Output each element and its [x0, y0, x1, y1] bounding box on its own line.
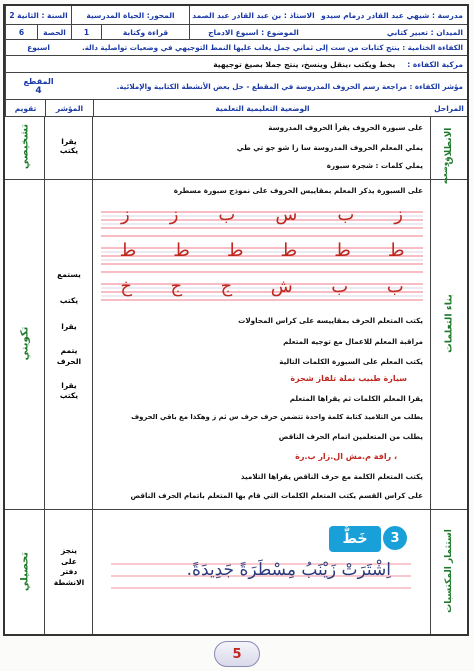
page-number: 5	[214, 641, 260, 667]
letter: ط	[173, 240, 190, 261]
launch-indicator	[45, 137, 93, 155]
competence-component-text: يخط ويكتب ،ينقل وينسخ، ينتج جملا بصيغ توجيهية	[213, 59, 396, 69]
letter: خ	[120, 276, 132, 297]
header-empty-cell	[5, 56, 71, 72]
school-name: مدرسة : شيهي عبد القادر درمام سيدو	[321, 10, 463, 20]
letter: ب	[386, 276, 404, 297]
axis-label: المحور: الحياة المدرسية	[71, 6, 189, 24]
unit-label: المقطع	[23, 76, 54, 86]
build-line-6: يطلب من المتعلمين اتمام الحرف الناقص	[278, 432, 423, 441]
header-row-1	[5, 6, 467, 25]
unit-cell	[5, 73, 71, 99]
build-indicator-3: يقرا	[61, 322, 77, 332]
build-line-3: يكتب المعلم على السبورة الكلمات التالية	[279, 357, 423, 366]
competence-indicator: مؤشر الكفاءة : مراجعة رسم الحروف المدروسة في المقطع - حل بعض الأنشطة الكتابية والإملائية.	[116, 81, 463, 91]
competence-component-label: مركبة الكفاءة :	[407, 59, 463, 69]
header-row-5	[5, 73, 467, 100]
field-label: الميدان : تعبير كتابي	[386, 27, 463, 37]
letter: ش	[270, 276, 293, 297]
letter: ج	[220, 276, 233, 297]
letters-row-1	[101, 204, 423, 225]
build-red-incomplete: ، رافة م.مش ال.زار ب.رة	[295, 452, 397, 461]
build-top-line: على السبورة يذكر المعلم بمقاييس الحروف على نموذج سبورة مسطرة	[173, 186, 423, 195]
col-situations: الوضعية التعليمية التعلمية	[93, 100, 431, 116]
letter: ز	[394, 204, 403, 225]
exercise-word: خَطٌّ	[329, 526, 381, 552]
letter: ط	[280, 240, 298, 261]
invest-section	[5, 510, 467, 636]
launch-stage-2: وضعيه	[441, 161, 449, 185]
letters-row-2	[101, 240, 423, 261]
build-indicator-1: يستمع	[57, 270, 81, 279]
letter: س	[275, 204, 298, 225]
launch-evaluation: تشخيصي	[19, 123, 31, 170]
lesson-sheet	[3, 4, 469, 636]
table-header-row	[5, 100, 467, 117]
letter: ب	[331, 276, 349, 297]
launch-line-2: يملي المعلم الحروف المدروسة سا زا شو جو تي طي	[236, 143, 423, 152]
ruled-board	[101, 200, 423, 308]
build-indicator-5: يقرا يكتب	[59, 380, 79, 400]
letter: ط	[387, 240, 405, 261]
year-label: السنة : الثانية 2	[5, 6, 71, 24]
session-number: 6	[5, 25, 37, 39]
launch-section	[5, 117, 467, 185]
letter: ط	[226, 240, 244, 261]
teacher-name: الاستاذ : بن عبد القادر عبد الصمد	[189, 6, 317, 24]
launch-indicator-1: يقرا	[61, 137, 77, 146]
build-line-8: على كراس القسم يكتب المتعلم الكلمات التي قام بها المتعلم باتمام الحرف الناقص	[130, 491, 423, 500]
letter: ج	[170, 276, 183, 297]
letter: ط	[119, 240, 137, 261]
activity-name: قراءة وكتابة	[101, 25, 189, 39]
build-line-7: يكتب المتعلم الكلمة مع حرف الناقص يقراها التلاميذ	[240, 472, 423, 481]
invest-indicator-3: دفتر	[60, 567, 78, 576]
exercise-sentence: اِشْتَرَتْ زَيْنَبُ مِسْطَرَةً جَدِيدَةً.	[186, 560, 391, 580]
invest-indicator	[45, 546, 93, 588]
build-indicator	[45, 270, 93, 401]
launch-indicator-2: يكتب	[59, 146, 79, 155]
col-indicator: المؤشر	[45, 100, 93, 116]
build-evaluation: تكويني	[19, 326, 31, 361]
session-label: الحصة	[37, 25, 71, 39]
activity-number: 1	[71, 25, 101, 39]
launch-line-1: على سبورة الحروف يقرأ الحروف المدروسة	[268, 123, 423, 132]
exercise-number-badge: 3	[383, 526, 407, 550]
invest-indicator-4: الانشطة	[53, 577, 85, 587]
col-stages: المراحل	[434, 103, 464, 113]
header-row-3	[5, 40, 467, 56]
build-line-1: يكتب المتعلم الحرف بمقاييسه على كراس المحاولات	[238, 316, 423, 325]
launch-line-3: يملي كلمات : شجرة سبورة	[326, 161, 423, 170]
letter: ب	[218, 204, 236, 225]
invest-indicator-1: ينجز	[61, 546, 77, 555]
launch-stage: الانطلاق	[444, 127, 454, 165]
invest-stage: استثمار المكتسبات	[444, 529, 454, 613]
invest-evaluation: تحصيلي	[19, 551, 31, 592]
unit-number: 4	[35, 85, 42, 96]
build-section	[5, 180, 467, 510]
exercise-box	[101, 520, 421, 604]
letter: ز	[121, 204, 130, 225]
build-line-5: يطلب من التلاميذ كتابة كلمة واحدة تتضمن حرف حرف س ثم ز وهكذا مع باقي الحروف	[131, 413, 423, 421]
final-competence: الكفاءة الختامية : ينتج كتابات من ست إلى ثماني جمل يغلب عليها النمط التوجيهي في وضعيات تواصلية دالة.	[81, 43, 463, 52]
build-stage: بناء التعلمات	[443, 294, 455, 353]
build-line-2: مراقبة المعلم للاعمال مع توجيه المتعلم	[283, 337, 423, 346]
build-line-4: يقرا المعلم الكلمات ثم يقراها المتعلم	[289, 394, 423, 403]
build-indicator-4: يتمم الحرف	[56, 346, 82, 366]
build-red-words: سيارة طبيب نملة تلفاز شجرة	[290, 374, 407, 383]
col-evaluation: تقويم	[5, 100, 45, 116]
week-label: اسبوع	[5, 40, 71, 55]
header-row-4	[5, 56, 467, 73]
competence-component	[71, 56, 467, 72]
build-indicator-2: يكتب	[59, 296, 79, 306]
invest-indicator-2: على	[61, 556, 77, 566]
letter: ز	[169, 204, 179, 225]
letters-row-3	[101, 276, 423, 297]
header-row-2	[5, 25, 467, 40]
letter: ط	[334, 240, 351, 261]
letter: ب	[337, 204, 355, 225]
lesson-subject: الموضوع : اسبوع الادماج	[189, 25, 317, 39]
